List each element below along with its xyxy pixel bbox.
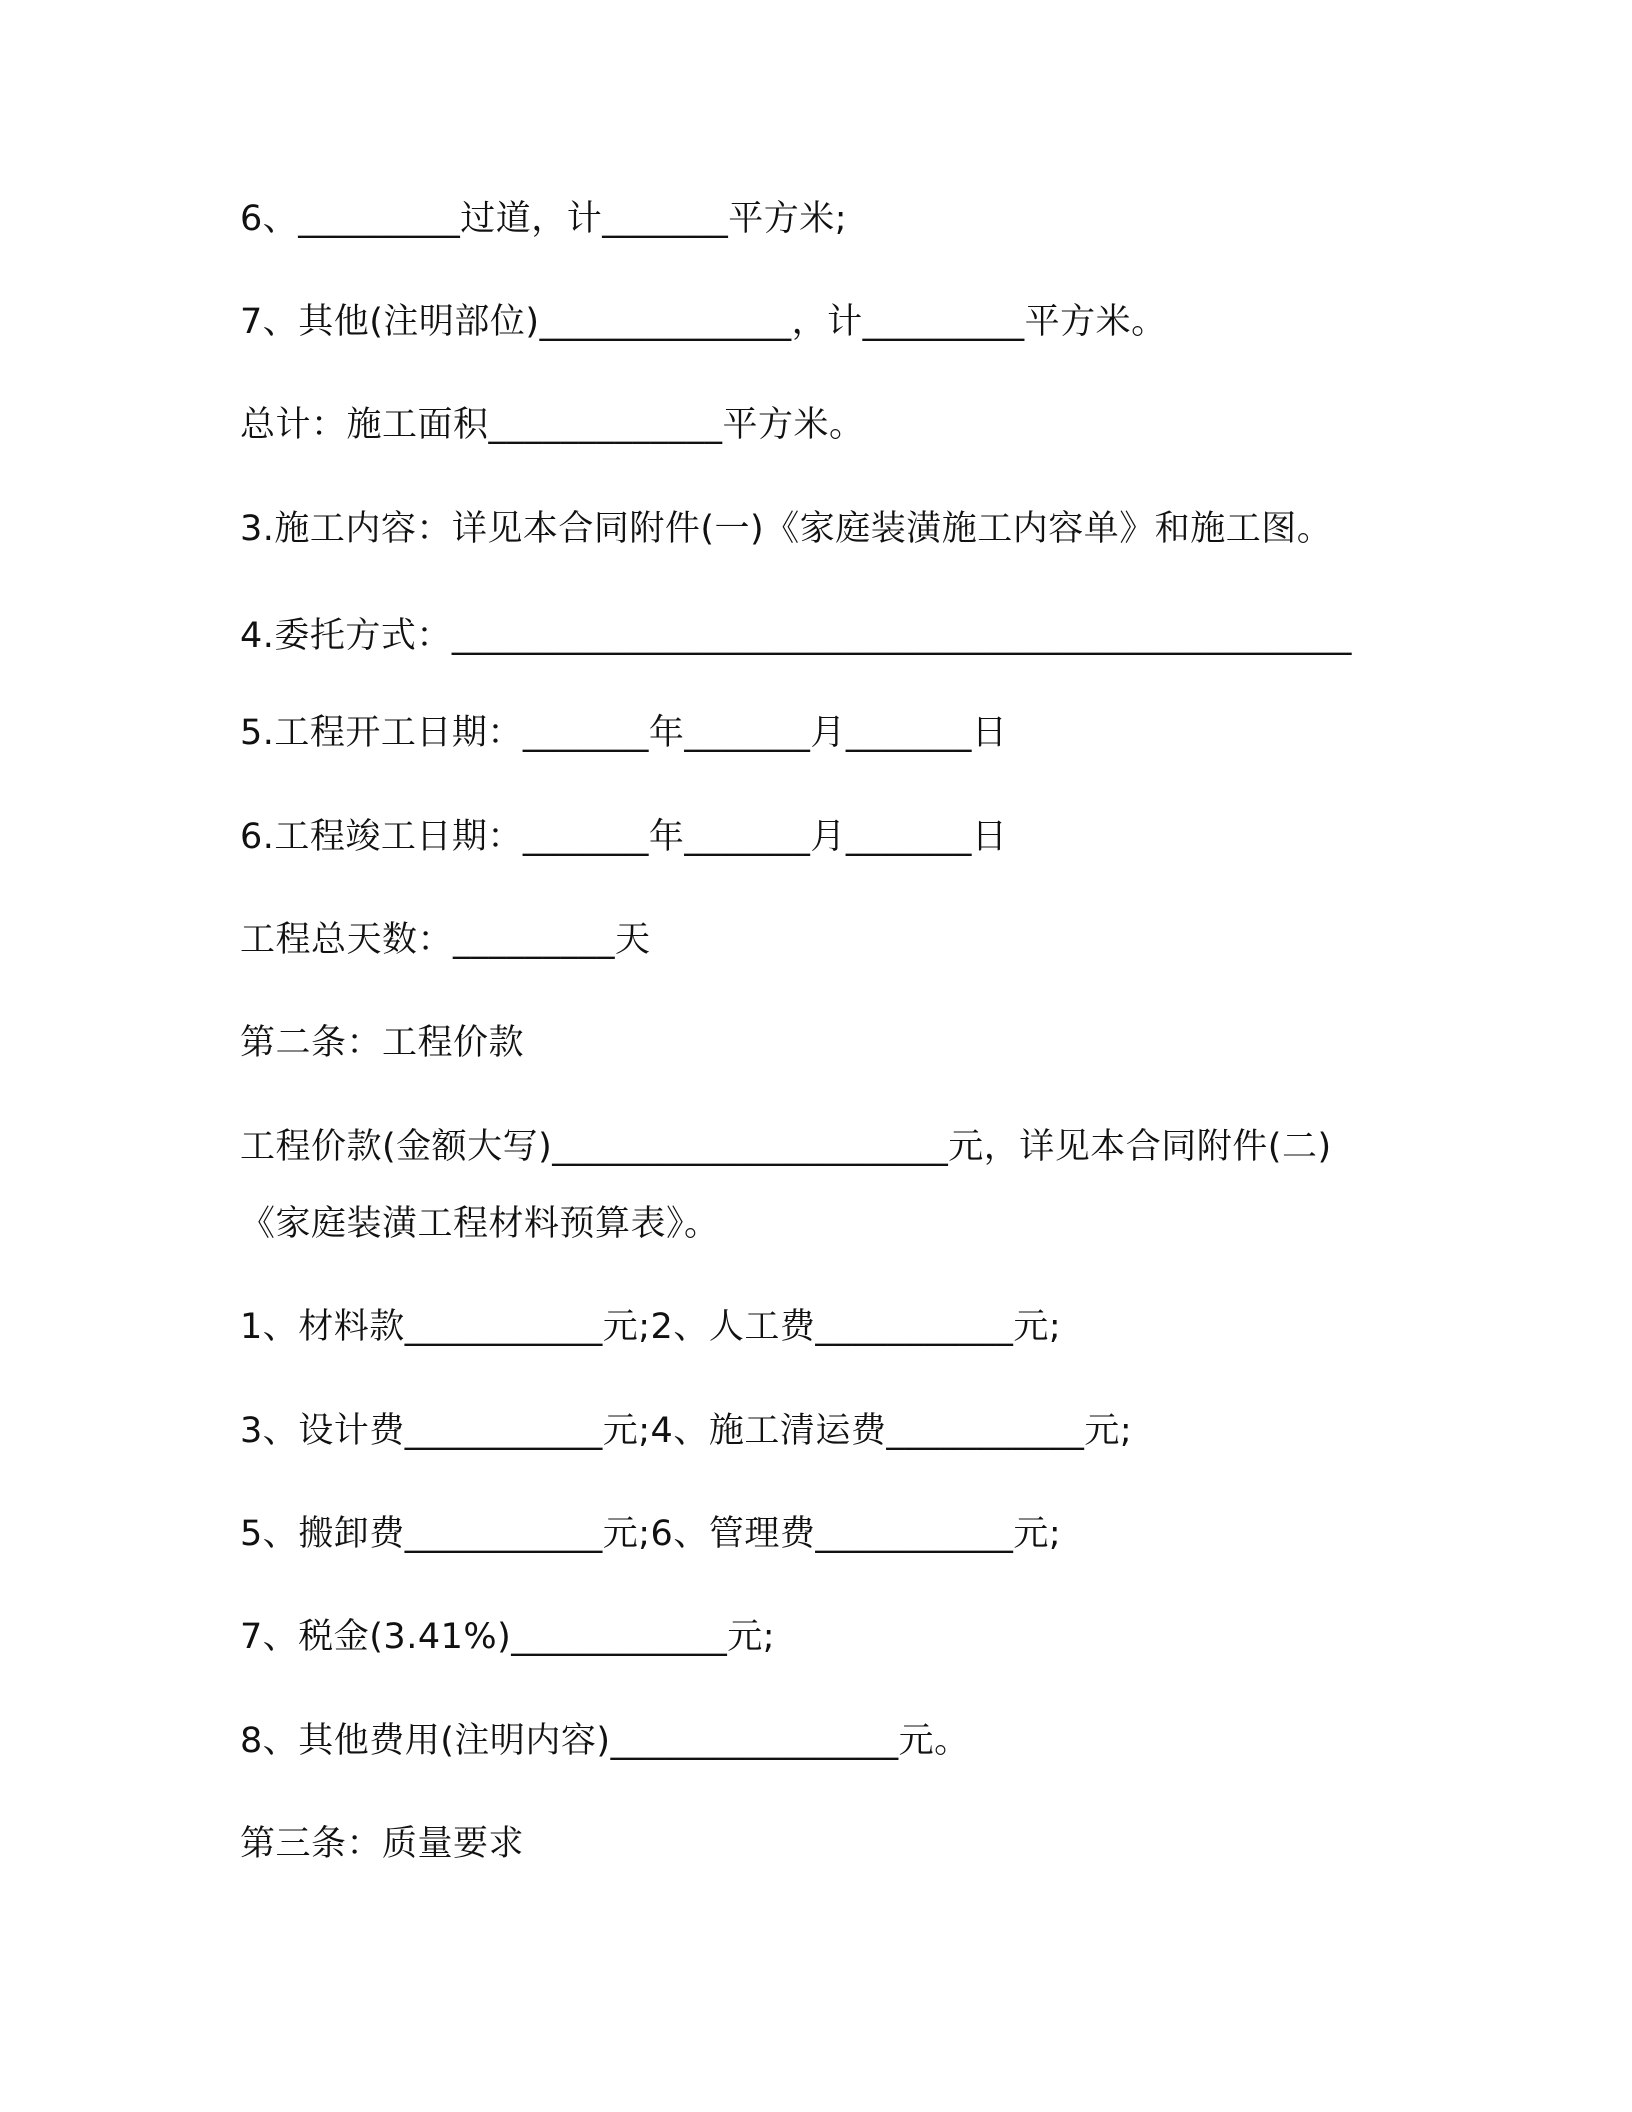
clause-other-area: 7、其他(注明部位)______________，计_________平方米。 — [240, 302, 1167, 342]
fee-line-2: 3、设计费___________元;4、施工清运费___________元; — [240, 1411, 1133, 1451]
clause-completion-date: 6.工程竣工日期：_______年_______月_______日 — [240, 817, 1008, 857]
fee-line-tax: 7、税金(3.41%)____________元; — [240, 1617, 776, 1657]
clause-construction-content: 3.施工内容：详见本合同附件(一)《家庭装潢施工内容单》和施工图。 — [240, 509, 1333, 549]
clause-commission-method: 4.委托方式：__________________________________________________ — [240, 616, 1352, 656]
fee-line-3: 5、搬卸费___________元;6、管理费___________元; — [240, 1514, 1062, 1554]
fee-line-1: 1、材料款___________元;2、人工费___________元; — [240, 1307, 1062, 1347]
clause-project-price-cont: 《家庭装潢工程材料预算表》。 — [240, 1204, 720, 1244]
clause-hallway-area: 6、_________过道，计_______平方米; — [240, 199, 848, 239]
clause-start-date: 5.工程开工日期：_______年_______月_______日 — [240, 713, 1008, 753]
clause-total-days: 工程总天数：_________天 — [240, 920, 651, 960]
clause-total-area: 总计：施工面积_____________平方米。 — [240, 405, 865, 445]
section-heading-price: 第二条：工程价款 — [240, 1023, 525, 1063]
clause-project-price: 工程价款(金额大写)______________________元，详见本合同附件(二) — [240, 1127, 1332, 1167]
section-heading-quality: 第三条：质量要求 — [240, 1824, 525, 1864]
fee-line-other: 8、其他费用(注明内容)________________元。 — [240, 1721, 970, 1761]
